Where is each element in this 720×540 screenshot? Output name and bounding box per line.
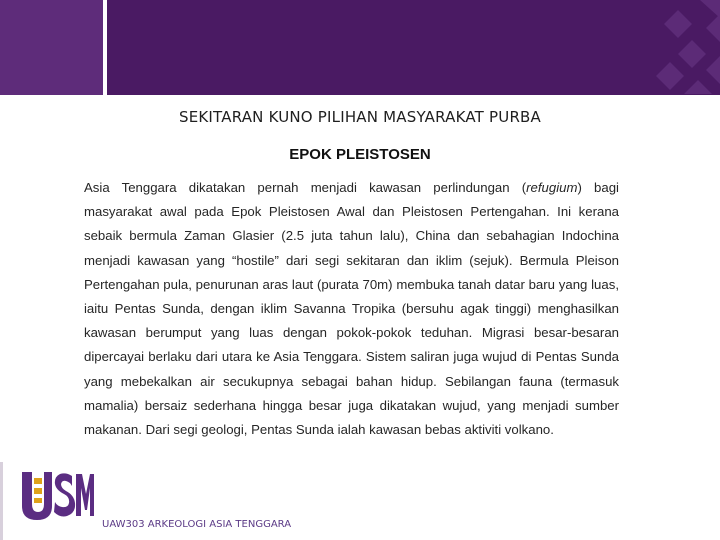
body-paragraph bbox=[84, 176, 619, 442]
left-accent-bar bbox=[0, 462, 3, 540]
section-subtitle: EPOK PLEISTOSEN bbox=[289, 146, 431, 163]
body-text-part1: Asia Tenggara dikatakan pernah menjadi kawasan perlindungan ( bbox=[84, 180, 527, 195]
diamond-pattern-decoration bbox=[640, 0, 720, 95]
course-footer-label: UAW303 ARKEOLOGI ASIA TENGGARA bbox=[102, 519, 292, 530]
slide-title: SEKITARAN KUNO PILIHAN MASYARAKAT PURBA bbox=[178, 108, 542, 126]
header-band bbox=[0, 0, 720, 95]
header-left-block bbox=[0, 0, 103, 95]
usm-logo bbox=[20, 470, 94, 522]
body-text-part2: ) bagi masyarakat awal pada Epok Pleistosen Awal dan Pleistosen Pertengahan. Ini kerana sebaik bermula Zaman Glasier (2.5 juta tahun lalu), China dan sebahagian Indochina menjadi kawasan yang “hostile” dari segi sekitaran dan iklim (sejuk). Bermula Pleison Pertengahan pula, penurunan aras laut (purata 70m) membuka tanah datar baru yang luas, iaitu Pentas Sunda, dengan iklim Savanna Tropika (bersuhu agak tinggi) menghasilkan kawasan berumput yang luas dengan pokok-pokok teduhan. Migrasi besar-besaran dipercayai berlaku dari utara ke Asia Tenggara. Sistem saliran juga wujud di Pentas Sunda yang mebekalkan air secukupnya sebagai bahan hidup. Sebilangan fauna (termasuk mamalia) bersaiz sederhana hingga besar juga dikatakan wujud, yang menjadi sumber makanan. Dari segi geologi, Pentas Sunda ialah kawasan bebas aktiviti volkano. bbox=[84, 180, 619, 438]
header-divider bbox=[103, 0, 107, 95]
body-text-emphasis: refugium bbox=[526, 180, 578, 195]
